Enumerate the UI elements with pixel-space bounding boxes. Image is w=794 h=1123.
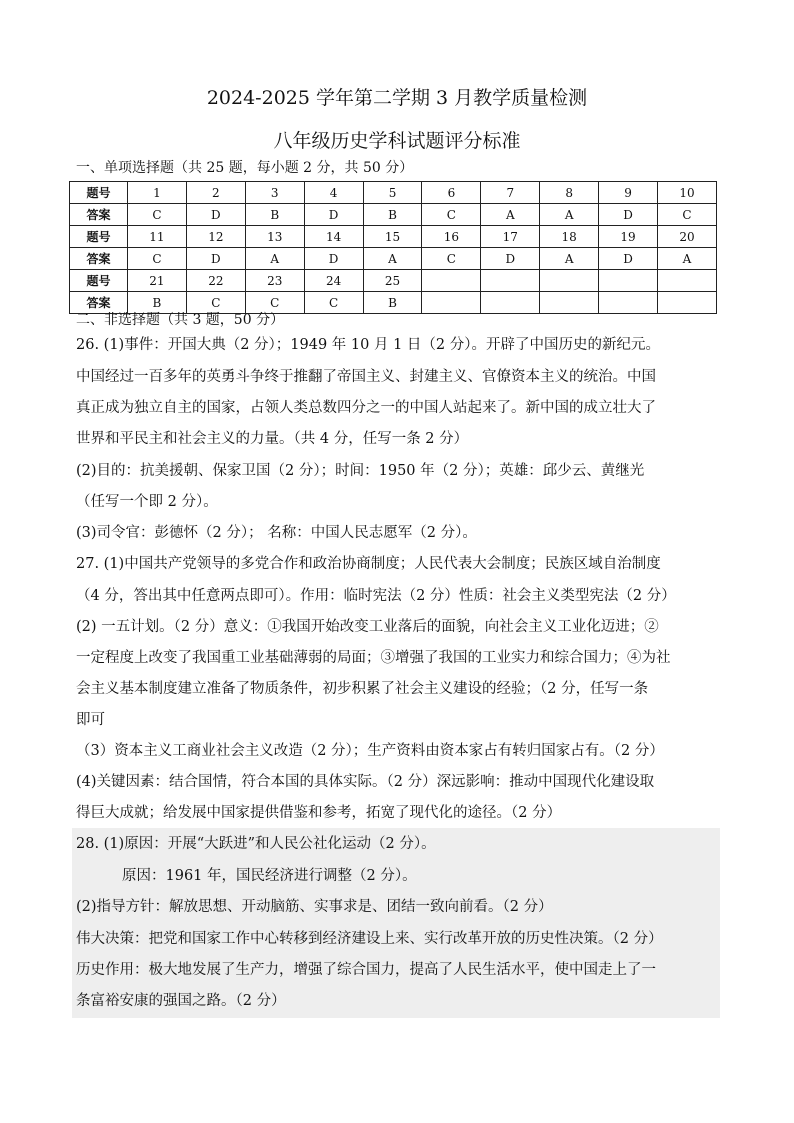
answer-line: （任写一个即 2 分）。 [76, 494, 218, 510]
answer-cell: A [481, 204, 540, 226]
scoring-standard-title: 八年级历史学科试题评分标准 [273, 130, 521, 152]
answer-line: 28. (1)原因：开展“大跃进”和人民公社化运动（2 分）。 [76, 836, 436, 852]
answer-line: (2) 一五计划。（2 分）意义：①我国开始改变工业落后的面貌，向社会主义工业化迈进；② [76, 619, 659, 635]
answer-cell: A [540, 204, 599, 226]
answer-cell: C [422, 204, 481, 226]
answer-cell [540, 292, 599, 314]
answer-cell: C [658, 204, 717, 226]
answer-key-table [69, 181, 717, 314]
table-row-question-numbers-3 [70, 270, 717, 292]
question-number: 15 [363, 226, 422, 248]
table-row-answers-1 [70, 204, 717, 226]
question-number: 6 [422, 182, 481, 204]
answer-cell: B [245, 204, 304, 226]
question-number: 20 [658, 226, 717, 248]
question-number [422, 270, 481, 292]
answer-line: 即可 [76, 712, 105, 728]
question-number [658, 270, 717, 292]
question-number: 5 [363, 182, 422, 204]
question-number: 21 [128, 270, 187, 292]
question-number [540, 270, 599, 292]
answer-cell: C [422, 248, 481, 270]
answer-line: 世界和平民主和社会主义的力量。（共 4 分，任写一条 2 分） [76, 431, 469, 447]
exam-title: 2024-2025 学年第二学期 3 月教学质量检测 [206, 87, 588, 109]
answer-line: 原因：1961 年，国民经济进行调整（2 分）。 [122, 868, 417, 884]
answer-label: 答案 [70, 204, 128, 226]
question-number: 19 [599, 226, 658, 248]
question-label: 题号 [70, 270, 128, 292]
answer-line: (2)目的：抗美援朝、保家卫国（2 分）；时间：1950 年（2 分）；英雄：邱少云、黄继光 [76, 463, 645, 479]
question-number: 16 [422, 226, 481, 248]
answer-line: (2)指导方针：解放思想、开动脑筋、实事求是、团结一致向前看。（2 分） [76, 899, 553, 915]
answer-line: 条富裕安康的强国之路。（2 分） [76, 993, 286, 1009]
answer-cell [422, 292, 481, 314]
question-number: 8 [540, 182, 599, 204]
question-number: 1 [128, 182, 187, 204]
question-number: 23 [245, 270, 304, 292]
section-nonchoice-heading: 二、非选择题（共 3 题，50 分） [76, 312, 285, 328]
question-label: 题号 [70, 182, 128, 204]
question-number: 3 [245, 182, 304, 204]
answer-cell: B [128, 292, 187, 314]
answer-cell: B [363, 204, 422, 226]
table-row-question-numbers-1 [70, 182, 717, 204]
answer-cell: A [245, 248, 304, 270]
question-number: 14 [304, 226, 363, 248]
answer-line: （3）资本主义工商业社会主义改造（2 分）；生产资料由资本家占有转归国家占有。（2 分） [76, 743, 664, 759]
answer-cell: D [481, 248, 540, 270]
question-number: 24 [304, 270, 363, 292]
answer-line: 27. (1)中国共产党领导的多党合作和政治协商制度；人民代表大会制度；民族区域自治制度 [76, 556, 661, 572]
table-row-question-numbers-2 [70, 226, 717, 248]
answer-line: 真正成为独立自主的国家，占领人类总数四分之一的中国人站起来了。新中国的成立壮大了 [76, 400, 656, 416]
question-number: 22 [186, 270, 245, 292]
answer-cell: D [599, 248, 658, 270]
question-number: 13 [245, 226, 304, 248]
answer-line: 26. (1)事件：开国大典（2 分）；1949 年 10 月 1 日（2 分）。开辟了中国历史的新纪元。 [76, 337, 660, 353]
answer-line: 一定程度上改变了我国重工业基础薄弱的局面；③增强了我国的工业实力和综合国力；④为社 [76, 650, 671, 666]
answer-line: 伟大决策：把党和国家工作中心转移到经济建设上来、实行改革开放的历史性决策。（2 分） [76, 931, 663, 947]
table-row-answers-2 [70, 248, 717, 270]
section-choice-heading: 一、单项选择题（共 25 题，每小题 2 分，共 50 分） [76, 160, 414, 176]
question-number [599, 270, 658, 292]
question-number: 4 [304, 182, 363, 204]
answer-line: (3)司令官：彭德怀（2 分）； 名称：中国人民志愿军（2 分）。 [76, 525, 477, 541]
question-number: 25 [363, 270, 422, 292]
answer-line: 会主义基本制度建立准备了物质条件，初步积累了社会主义建设的经验；（2 分，任写一条 [76, 681, 649, 697]
answer-cell: B [363, 292, 422, 314]
answer-cell [481, 292, 540, 314]
question-number [481, 270, 540, 292]
question-number: 17 [481, 226, 540, 248]
question-number: 12 [186, 226, 245, 248]
answer-line: （4 分，答出其中任意两点即可）。作用：临时宪法（2 分）性质：社会主义类型宪法（2 分） [76, 588, 676, 604]
answer-cell: C [186, 292, 245, 314]
answer-line: (4)关键因素：结合国情，符合本国的具体实际。（2 分）深远影响：推动中国现代化建设取 [76, 774, 655, 790]
question-label: 题号 [70, 226, 128, 248]
question-number: 11 [128, 226, 187, 248]
question-number: 7 [481, 182, 540, 204]
answer-cell: A [363, 248, 422, 270]
question-number: 2 [186, 182, 245, 204]
answer-cell: D [304, 204, 363, 226]
answer-label: 答案 [70, 292, 128, 314]
answer-cell: D [186, 248, 245, 270]
answer-cell [599, 292, 658, 314]
question-number: 9 [599, 182, 658, 204]
answer-cell: D [186, 204, 245, 226]
question-number: 18 [540, 226, 599, 248]
answer-line: 历史作用：极大地发展了生产力，增强了综合国力，提高了人民生活水平，使中国走上了一 [76, 962, 656, 978]
answer-cell: C [128, 248, 187, 270]
answer-cell: C [128, 204, 187, 226]
answer-cell: C [304, 292, 363, 314]
answer-cell: D [599, 204, 658, 226]
answer-line: 中国经过一百多年的英勇斗争终于推翻了帝国主义、封建主义、官僚资本主义的统治。中国 [76, 369, 656, 385]
answer-label: 答案 [70, 248, 128, 270]
answer-line: 得巨大成就；给发展中国家提供借鉴和参考，拓宽了现代化的途径。（2 分） [76, 805, 562, 821]
answer-cell: D [304, 248, 363, 270]
answer-cell [658, 292, 717, 314]
question-number: 10 [658, 182, 717, 204]
answer-cell: A [540, 248, 599, 270]
highlight-block [72, 828, 720, 1018]
answer-cell: C [245, 292, 304, 314]
answer-cell: A [658, 248, 717, 270]
